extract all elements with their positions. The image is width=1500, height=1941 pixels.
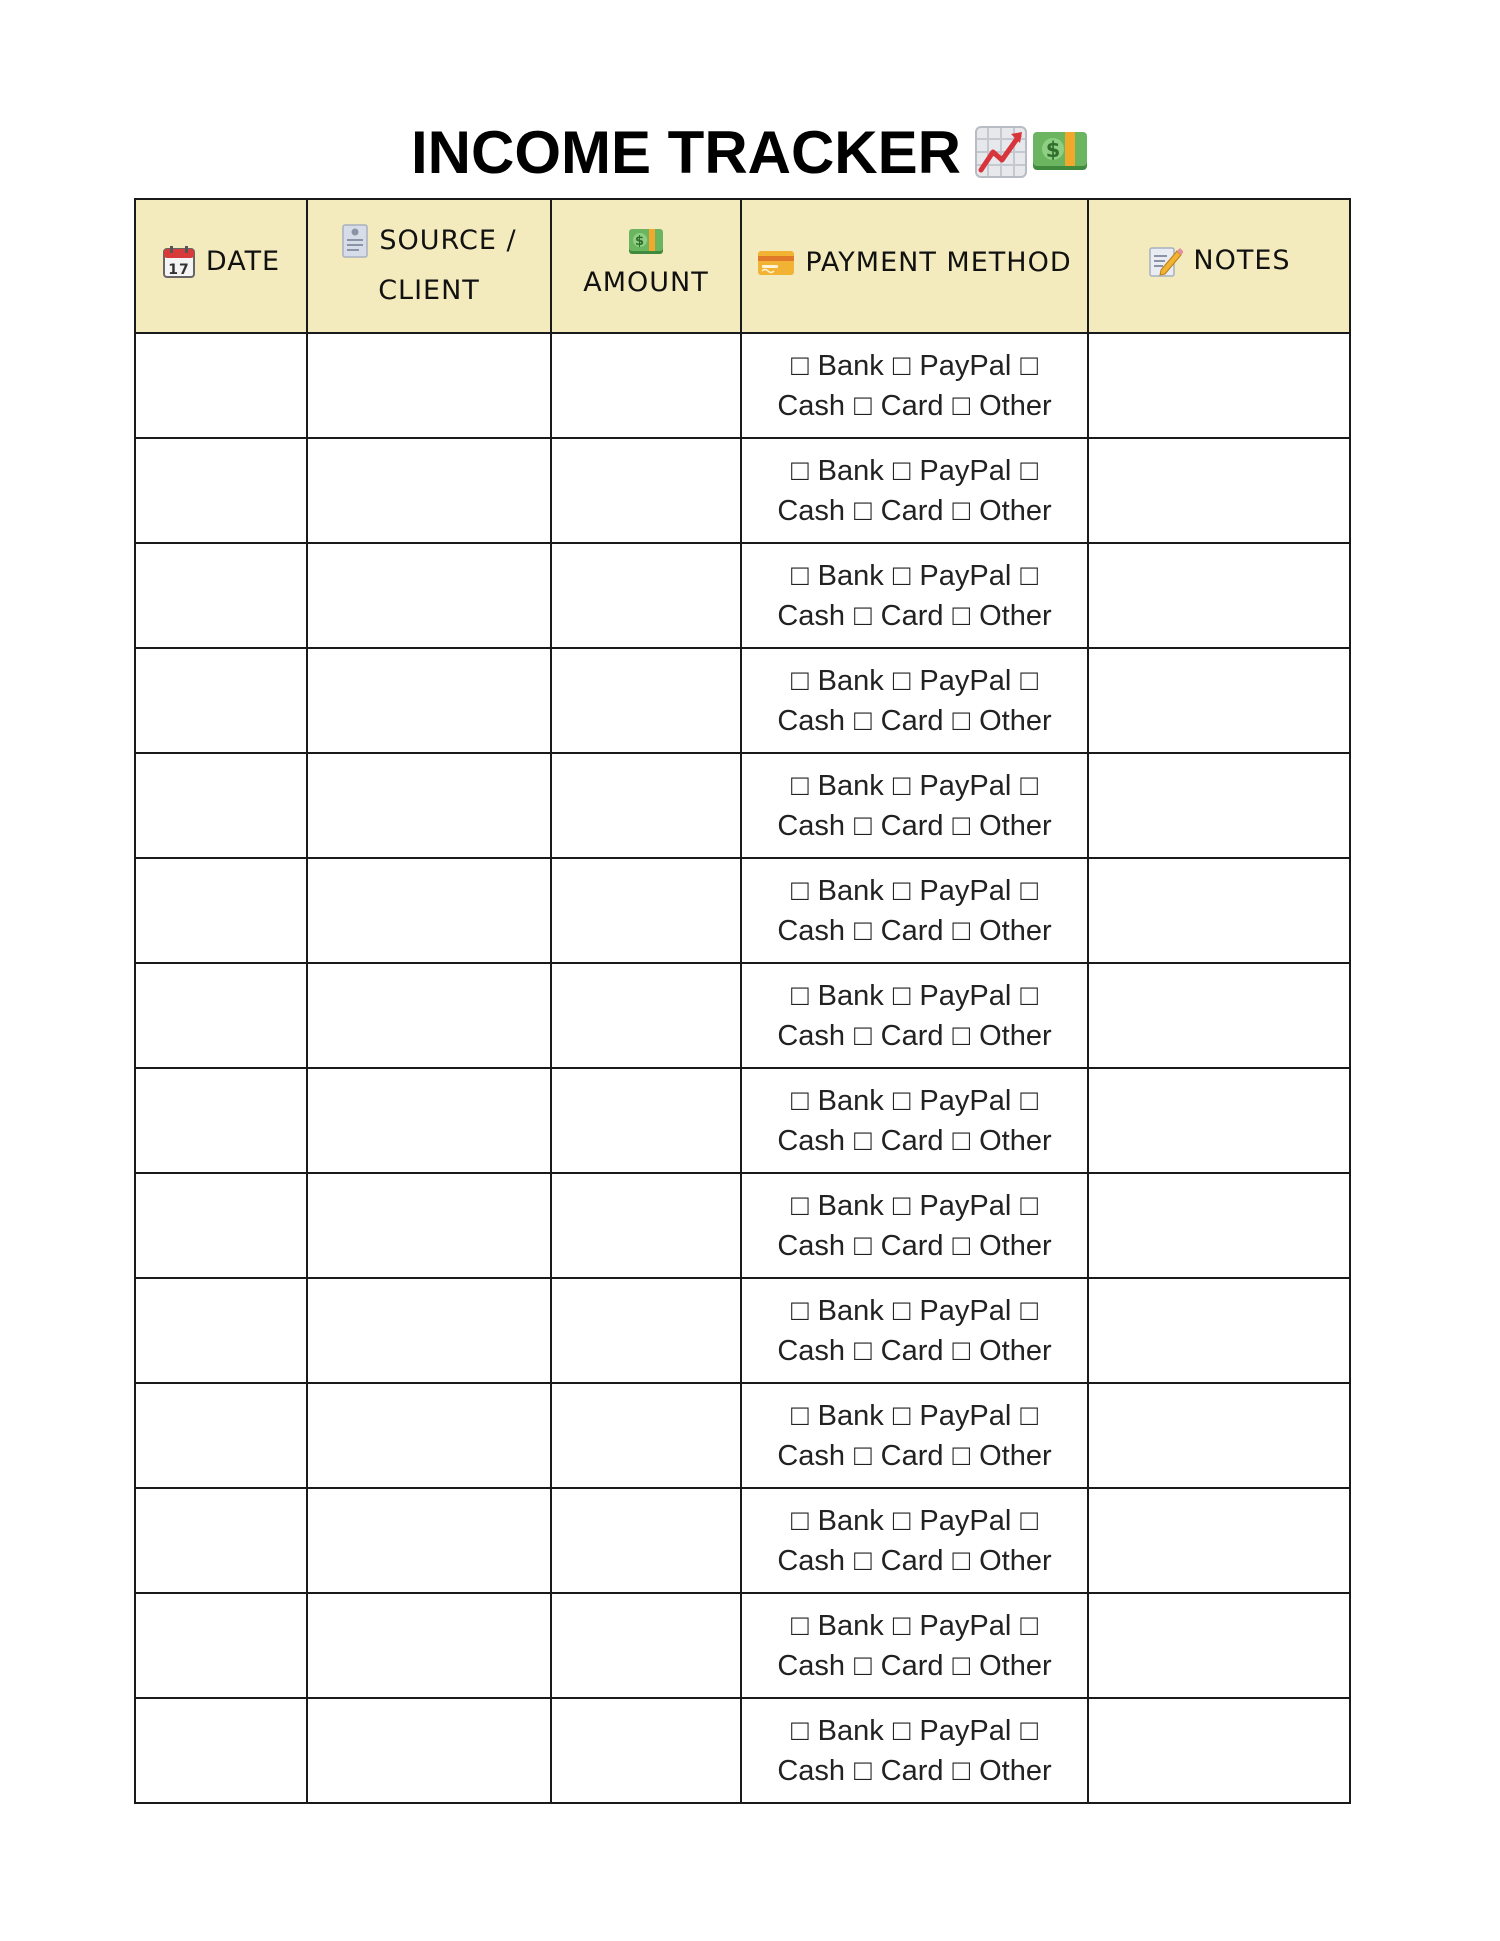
source-cell[interactable] bbox=[307, 1593, 551, 1698]
date-cell[interactable] bbox=[135, 1068, 307, 1173]
header-payment-method bbox=[741, 199, 1088, 333]
notes-cell[interactable] bbox=[1088, 543, 1350, 648]
income-table bbox=[134, 198, 1351, 1804]
payment-method-cell[interactable] bbox=[741, 1173, 1088, 1278]
svg-text:17: 17 bbox=[168, 261, 190, 278]
payment-method-cell[interactable] bbox=[741, 1278, 1088, 1383]
notes-cell[interactable] bbox=[1088, 1698, 1350, 1803]
date-cell[interactable] bbox=[135, 1278, 307, 1383]
page-title: INCOME TRACKER bbox=[411, 118, 961, 186]
header-amount bbox=[551, 199, 741, 333]
title-icons bbox=[975, 126, 1089, 178]
source-cell[interactable] bbox=[307, 1488, 551, 1593]
memo-icon bbox=[1147, 243, 1183, 279]
payment-method-options[interactable]: □ Bank □ PayPal □ Cash □ Card □ Other bbox=[777, 1609, 1052, 1682]
payment-method-options[interactable]: □ Bank □ PayPal □ Cash □ Card □ Other bbox=[777, 454, 1052, 527]
table-row bbox=[135, 543, 1350, 648]
payment-method-options[interactable]: □ Bank □ PayPal □ Cash □ Card □ Other bbox=[777, 664, 1052, 737]
payment-method-options[interactable]: □ Bank □ PayPal □ Cash □ Card □ Other bbox=[777, 979, 1052, 1052]
payment-method-cell[interactable] bbox=[741, 333, 1088, 438]
amount-cell[interactable] bbox=[551, 543, 741, 648]
header-amount-label: AMOUNT bbox=[583, 267, 709, 298]
header-notes bbox=[1088, 199, 1350, 333]
notes-cell[interactable] bbox=[1088, 1278, 1350, 1383]
credit-card-icon bbox=[757, 249, 795, 277]
payment-method-cell[interactable] bbox=[741, 858, 1088, 963]
source-cell[interactable] bbox=[307, 858, 551, 963]
source-cell[interactable] bbox=[307, 1698, 551, 1803]
payment-method-cell[interactable] bbox=[741, 1488, 1088, 1593]
header-date bbox=[135, 199, 307, 333]
date-cell[interactable] bbox=[135, 1173, 307, 1278]
payment-method-options[interactable]: □ Bank □ PayPal □ Cash □ Card □ Other bbox=[777, 349, 1052, 422]
payment-method-options[interactable]: □ Bank □ PayPal □ Cash □ Card □ Other bbox=[777, 559, 1052, 632]
money-bill-icon bbox=[1031, 126, 1089, 178]
table-row bbox=[135, 753, 1350, 858]
date-cell[interactable] bbox=[135, 753, 307, 858]
svg-text:$: $ bbox=[1045, 138, 1061, 162]
amount-cell[interactable] bbox=[551, 963, 741, 1068]
source-cell[interactable] bbox=[307, 543, 551, 648]
header-payment-method-label: PAYMENT METHOD bbox=[805, 247, 1072, 278]
source-cell[interactable] bbox=[307, 1383, 551, 1488]
table-row bbox=[135, 1383, 1350, 1488]
date-cell[interactable] bbox=[135, 333, 307, 438]
payment-method-cell[interactable] bbox=[741, 543, 1088, 648]
header-source-label-line2: CLIENT bbox=[378, 275, 480, 306]
payment-method-options[interactable]: □ Bank □ PayPal □ Cash □ Card □ Other bbox=[777, 1504, 1052, 1577]
payment-method-cell[interactable] bbox=[741, 963, 1088, 1068]
payment-method-cell[interactable] bbox=[741, 1383, 1088, 1488]
payment-method-options[interactable]: □ Bank □ PayPal □ Cash □ Card □ Other bbox=[777, 1399, 1052, 1472]
notes-cell[interactable] bbox=[1088, 1173, 1350, 1278]
date-cell[interactable] bbox=[135, 858, 307, 963]
amount-cell[interactable] bbox=[551, 1593, 741, 1698]
table-row bbox=[135, 1698, 1350, 1803]
payment-method-options[interactable]: □ Bank □ PayPal □ Cash □ Card □ Other bbox=[777, 769, 1052, 842]
payment-method-options[interactable]: □ Bank □ PayPal □ Cash □ Card □ Other bbox=[777, 874, 1052, 947]
notes-cell[interactable] bbox=[1088, 1593, 1350, 1698]
table-row bbox=[135, 858, 1350, 963]
date-cell[interactable] bbox=[135, 1488, 307, 1593]
payment-method-cell[interactable] bbox=[741, 1593, 1088, 1698]
payment-method-cell[interactable] bbox=[741, 1068, 1088, 1173]
amount-cell[interactable] bbox=[551, 438, 741, 543]
payment-method-cell[interactable] bbox=[741, 438, 1088, 543]
notes-cell[interactable] bbox=[1088, 753, 1350, 858]
table-row bbox=[135, 963, 1350, 1068]
notes-cell[interactable] bbox=[1088, 858, 1350, 963]
payment-method-cell[interactable] bbox=[741, 648, 1088, 753]
amount-cell[interactable] bbox=[551, 1488, 741, 1593]
source-cell[interactable] bbox=[307, 963, 551, 1068]
header-date-label: DATE bbox=[205, 245, 281, 277]
source-cell[interactable] bbox=[307, 1278, 551, 1383]
table-row bbox=[135, 1593, 1350, 1698]
table-row bbox=[135, 438, 1350, 543]
notes-cell[interactable] bbox=[1088, 333, 1350, 438]
date-cell[interactable] bbox=[135, 963, 307, 1068]
amount-cell[interactable] bbox=[551, 1173, 741, 1278]
payment-method-options[interactable]: □ Bank □ PayPal □ Cash □ Card □ Other bbox=[777, 1294, 1052, 1367]
table-row bbox=[135, 1488, 1350, 1593]
svg-text:$: $ bbox=[634, 234, 646, 249]
payment-method-options[interactable]: □ Bank □ PayPal □ Cash □ Card □ Other bbox=[777, 1189, 1052, 1262]
amount-cell[interactable] bbox=[551, 858, 741, 963]
notes-cell[interactable] bbox=[1088, 1068, 1350, 1173]
table-row bbox=[135, 333, 1350, 438]
source-cell[interactable] bbox=[307, 753, 551, 858]
receipt-icon bbox=[341, 223, 369, 259]
source-cell[interactable] bbox=[307, 1173, 551, 1278]
amount-cell[interactable] bbox=[551, 1278, 741, 1383]
notes-cell[interactable] bbox=[1088, 438, 1350, 543]
title-row bbox=[0, 112, 1500, 192]
calendar-icon bbox=[162, 245, 196, 279]
payment-method-options[interactable]: □ Bank □ PayPal □ Cash □ Card □ Other bbox=[777, 1084, 1052, 1157]
notes-cell[interactable] bbox=[1088, 963, 1350, 1068]
table-row bbox=[135, 1278, 1350, 1383]
table-header-row bbox=[135, 199, 1350, 333]
table-row bbox=[135, 1173, 1350, 1278]
notes-cell[interactable] bbox=[1088, 1488, 1350, 1593]
header-source-client bbox=[307, 199, 551, 333]
money-bill-icon bbox=[627, 224, 665, 258]
amount-cell[interactable] bbox=[551, 333, 741, 438]
source-cell[interactable] bbox=[307, 1068, 551, 1173]
header-source-label-line1: SOURCE / bbox=[379, 225, 517, 256]
header-notes-label: NOTES bbox=[1193, 245, 1291, 276]
date-cell[interactable] bbox=[135, 1593, 307, 1698]
table-row bbox=[135, 1068, 1350, 1173]
payment-method-cell[interactable] bbox=[741, 1698, 1088, 1803]
date-cell[interactable] bbox=[135, 1698, 307, 1803]
amount-cell[interactable] bbox=[551, 1383, 741, 1488]
date-cell[interactable] bbox=[135, 1383, 307, 1488]
date-cell[interactable] bbox=[135, 438, 307, 543]
amount-cell[interactable] bbox=[551, 753, 741, 858]
chart-increasing-icon bbox=[975, 126, 1027, 178]
amount-cell[interactable] bbox=[551, 1068, 741, 1173]
amount-cell[interactable] bbox=[551, 1698, 741, 1803]
notes-cell[interactable] bbox=[1088, 1383, 1350, 1488]
notes-cell[interactable] bbox=[1088, 648, 1350, 753]
table-row bbox=[135, 648, 1350, 753]
date-cell[interactable] bbox=[135, 648, 307, 753]
source-cell[interactable] bbox=[307, 438, 551, 543]
source-cell[interactable] bbox=[307, 333, 551, 438]
amount-cell[interactable] bbox=[551, 648, 741, 753]
payment-method-options[interactable]: □ Bank □ PayPal □ Cash □ Card □ Other bbox=[777, 1714, 1052, 1787]
date-cell[interactable] bbox=[135, 543, 307, 648]
source-cell[interactable] bbox=[307, 648, 551, 753]
payment-method-cell[interactable] bbox=[741, 753, 1088, 858]
